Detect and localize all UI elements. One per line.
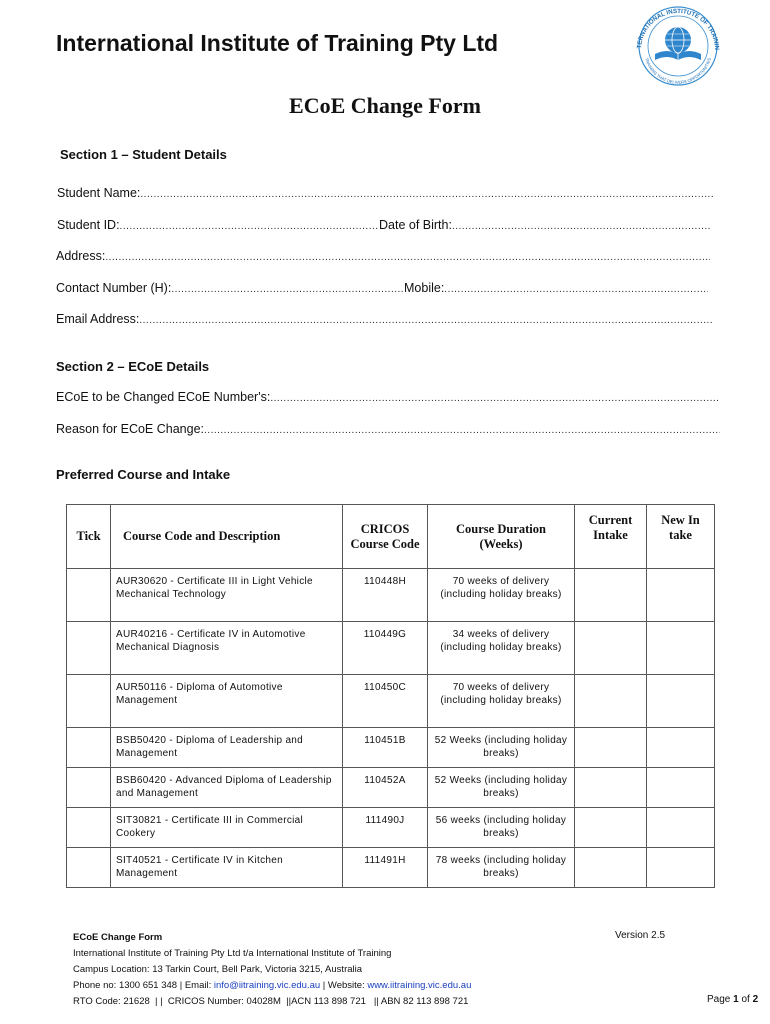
- student-id-line[interactable]: [120, 221, 379, 232]
- new-intake-cell[interactable]: [647, 569, 715, 622]
- address-label: Address:: [56, 249, 106, 263]
- cricos-cell: 110448H: [343, 569, 428, 622]
- section1-heading: Section 1 – Student Details: [60, 147, 227, 162]
- dob-label: Date of Birth:: [379, 218, 452, 232]
- cricos-cell: 110449G: [343, 622, 428, 675]
- student-name-label: Student Name:: [57, 186, 141, 200]
- ecoe-numbers-field[interactable]: [56, 390, 720, 404]
- table-row: [67, 848, 715, 888]
- logo-emblem-icon: [627, 6, 729, 86]
- email-field[interactable]: [56, 312, 712, 326]
- footer-registration-line: RTO Code: 21628 | | CRICOS Number: 04028M ||ACN 113 898 721 || ABN 82 113 898 721: [73, 996, 469, 1007]
- course-cell: BSB60420 - Advanced Diploma of Leadership and Management: [111, 768, 343, 808]
- cricos-cell: 110451B: [343, 728, 428, 768]
- footer-campus-line: Campus Location: 13 Tarkin Court, Bell Park, Victoria 3215, Australia: [73, 964, 363, 975]
- course-table: [66, 504, 715, 888]
- footer-email-link[interactable]: info@iitraining.vic.edu.au: [213, 980, 321, 991]
- tick-cell[interactable]: [67, 848, 111, 888]
- duration-cell: 52 Weeks (including holiday breaks): [428, 768, 575, 808]
- col-header-course: Course Code and Description: [111, 505, 343, 569]
- duration-cell: 70 weeks of delivery (including holiday breaks): [428, 569, 575, 622]
- mobile-label: Mobile:: [404, 281, 445, 295]
- tick-cell[interactable]: [67, 675, 111, 728]
- new-intake-cell[interactable]: [647, 675, 715, 728]
- current-intake-cell[interactable]: [575, 675, 647, 728]
- table-row: [67, 675, 715, 728]
- page-number: [707, 994, 758, 1005]
- section2-heading: Section 2 – ECoE Details: [56, 359, 210, 374]
- course-cell: SIT40521 - Certificate IV in Kitchen Management: [111, 848, 343, 888]
- reason-line[interactable]: [204, 425, 720, 436]
- svg-text:TRAINING THAT DELIVERS OPPORTU: TRAINING THAT DELIVERS OPPORTUNITIES: [644, 57, 712, 85]
- page-of-label: of: [741, 994, 750, 1005]
- footer-website-link[interactable]: www.iitraining.vic.edu.au: [367, 980, 472, 991]
- tick-cell[interactable]: [67, 622, 111, 675]
- student-id-label: Student ID:: [57, 218, 120, 232]
- address-field[interactable]: [56, 249, 710, 263]
- footer-phone-text: Phone no: 1300 651 348 | Email:: [73, 980, 214, 991]
- cricos-cell: 111491H: [343, 848, 428, 888]
- page-total: 2: [752, 994, 759, 1005]
- current-intake-cell[interactable]: [575, 569, 647, 622]
- contact-label: Contact Number (H):: [56, 281, 172, 295]
- ecoe-numbers-label: ECoE to be Changed ECoE Number's:: [56, 390, 271, 404]
- table-header-row: [67, 505, 715, 569]
- footer-form-name: ECoE Change Form: [73, 932, 163, 943]
- table-row: [67, 728, 715, 768]
- email-line[interactable]: [139, 315, 712, 326]
- col-header-duration: Course Duration (Weeks): [428, 505, 575, 569]
- cricos-cell: 110452A: [343, 768, 428, 808]
- duration-cell: 70 weeks of delivery (including holiday breaks): [428, 675, 575, 728]
- course-cell: BSB50420 - Diploma of Leadership and Management: [111, 728, 343, 768]
- dob-field[interactable]: [379, 218, 711, 232]
- new-intake-cell[interactable]: [647, 848, 715, 888]
- page-label: Page: [707, 994, 731, 1005]
- tick-cell[interactable]: [67, 569, 111, 622]
- contact-field[interactable]: [56, 281, 404, 295]
- cricos-cell: 111490J: [343, 808, 428, 848]
- new-intake-cell[interactable]: [647, 768, 715, 808]
- email-label: Email Address:: [56, 312, 140, 326]
- current-intake-cell[interactable]: [575, 768, 647, 808]
- ecoe-numbers-line[interactable]: [270, 393, 720, 404]
- course-cell: SIT30821 - Certificate III in Commercial Cookery: [111, 808, 343, 848]
- svg-text:INTERNATIONAL INSTITUTE OF TRA: TERNATIONAL INSTITUTE OF TRAININ: [635, 7, 721, 51]
- student-id-field[interactable]: [57, 218, 379, 232]
- student-name-field[interactable]: [57, 186, 713, 200]
- reason-label: Reason for ECoE Change:: [56, 422, 205, 436]
- preferred-course-heading: Preferred Course and Intake: [56, 467, 231, 482]
- dob-line[interactable]: [452, 221, 711, 232]
- current-intake-cell[interactable]: [575, 622, 647, 675]
- version-label: Version 2.5: [615, 930, 666, 941]
- tick-cell[interactable]: [67, 728, 111, 768]
- tick-cell[interactable]: [67, 768, 111, 808]
- col-header-tick: Tick: [67, 505, 111, 569]
- duration-cell: 34 weeks of delivery (including holiday breaks): [428, 622, 575, 675]
- course-cell: AUR30620 - Certificate III in Light Vehicle Mechanical Technology: [111, 569, 343, 622]
- current-intake-cell[interactable]: [575, 848, 647, 888]
- tick-cell[interactable]: [67, 808, 111, 848]
- mobile-line[interactable]: [444, 284, 708, 295]
- table-row: [67, 768, 715, 808]
- footer-company-line: International Institute of Training Pty Ltd t/a International Institute of Training: [73, 948, 392, 959]
- table-row: [67, 622, 715, 675]
- table-row: [67, 569, 715, 622]
- duration-cell: 78 weeks (including holiday breaks): [428, 848, 575, 888]
- table-row: [67, 808, 715, 848]
- student-name-line[interactable]: [140, 189, 713, 200]
- course-cell: AUR40216 - Certificate IV in Automotive Mechanical Diagnosis: [111, 622, 343, 675]
- new-intake-cell[interactable]: [647, 622, 715, 675]
- new-intake-cell[interactable]: [647, 808, 715, 848]
- col-header-cricos: CRICOS Course Code: [343, 505, 428, 569]
- contact-line[interactable]: [171, 284, 404, 295]
- form-title: ECoE Change Form: [289, 93, 481, 118]
- current-intake-cell[interactable]: [575, 728, 647, 768]
- footer: [73, 930, 703, 1010]
- new-intake-cell[interactable]: [647, 728, 715, 768]
- institute-logo: [627, 6, 729, 86]
- current-intake-cell[interactable]: [575, 808, 647, 848]
- page-current: 1: [733, 994, 739, 1005]
- footer-website-prefix: | Website:: [320, 980, 368, 991]
- col-header-current-intake: Current Intake: [575, 505, 647, 569]
- duration-cell: 52 Weeks (including holiday breaks): [428, 728, 575, 768]
- address-line[interactable]: [105, 252, 710, 263]
- col-header-new-intake: New Intake: [647, 505, 715, 569]
- duration-cell: 56 weeks (including holiday breaks): [428, 808, 575, 848]
- organization-name: International Institute of Training Pty Ltd: [56, 30, 499, 56]
- footer-contact-line: [73, 978, 703, 994]
- mobile-field[interactable]: [404, 281, 708, 295]
- cricos-cell: 110450C: [343, 675, 428, 728]
- course-cell: AUR50116 - Diploma of Automotive Management: [111, 675, 343, 728]
- reason-field[interactable]: [56, 422, 720, 436]
